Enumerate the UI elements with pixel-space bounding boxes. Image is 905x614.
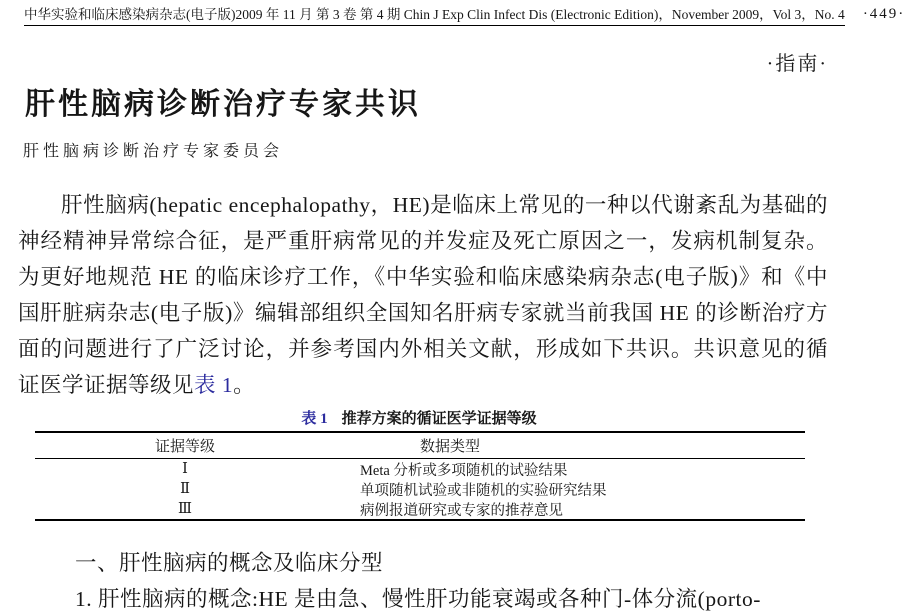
journal-citation-line: 中华实验和临床感染病杂志(电子版)2009 年 11 月 第 3 卷 第 4 期 Chin J Exp Clin Infect Dis (Electronic Edition)，November 2009，Vol 3，No. 4 <box>24 6 845 26</box>
section-heading: 一、肝性脑病的概念及临床分型 <box>75 551 384 575</box>
table-row <box>35 499 805 519</box>
cell-evidence-level: Ⅱ <box>180 480 190 497</box>
intro-paragraph <box>18 187 828 403</box>
table-caption <box>0 409 838 429</box>
intro-text: 肝性脑病(hepatic encephalopathy，HE)是临床上常见的一种以代谢紊乱为基础的神经精神异常综合征，是严重肝病常见的并发症及死亡原因之一，发病机制复杂。为更好地规范 HE 的临床诊疗工作，《中华实验和临床感染病杂志(电子版)》和《中国肝脏病杂志(电子版)》编辑部组织全国知名肝病专家就当前我国 HE 的诊断治疗方面的问题进行了广泛讨论，并参考国内外相关文献，形成如下共识。共识意见的循证医学证据等级见 <box>18 193 828 397</box>
section-first-line: 1. 肝性脑病的概念:HE 是由急、慢性肝功能衰竭或各种门-体分流(porto- <box>75 587 761 611</box>
table-1-reference-link[interactable]: 表 1 <box>194 373 234 397</box>
table-caption-title: 推荐方案的循证医学证据等级 <box>341 411 537 427</box>
cell-data-type: 病例报道研究或专家的推荐意见 <box>360 502 563 519</box>
table-row <box>35 479 805 499</box>
intro-text-end: 。 <box>233 373 256 397</box>
article-author: 肝性脑病诊断治疗专家委员会 <box>23 143 284 160</box>
cell-evidence-level: Ⅲ <box>178 500 192 517</box>
cell-data-type: 单项随机试验或非随机的实验研究结果 <box>360 482 607 499</box>
cell-evidence-level: Ⅰ <box>182 460 188 477</box>
table-row <box>35 459 805 479</box>
evidence-level-table <box>35 431 805 521</box>
article-title: 肝性脑病诊断治疗专家共识 <box>25 88 421 121</box>
cell-data-type: Meta 分析或多项随机的试验结果 <box>360 462 568 479</box>
column-label-guide: ·指南· <box>766 53 828 75</box>
running-head <box>0 0 905 26</box>
column-header-data-type: 数据类型 <box>419 439 480 455</box>
page-number: ·449· <box>862 6 905 22</box>
table-header-row <box>35 433 805 459</box>
column-header-evidence-level: 证据等级 <box>154 439 215 455</box>
table-caption-label: 表 1 <box>301 411 328 427</box>
